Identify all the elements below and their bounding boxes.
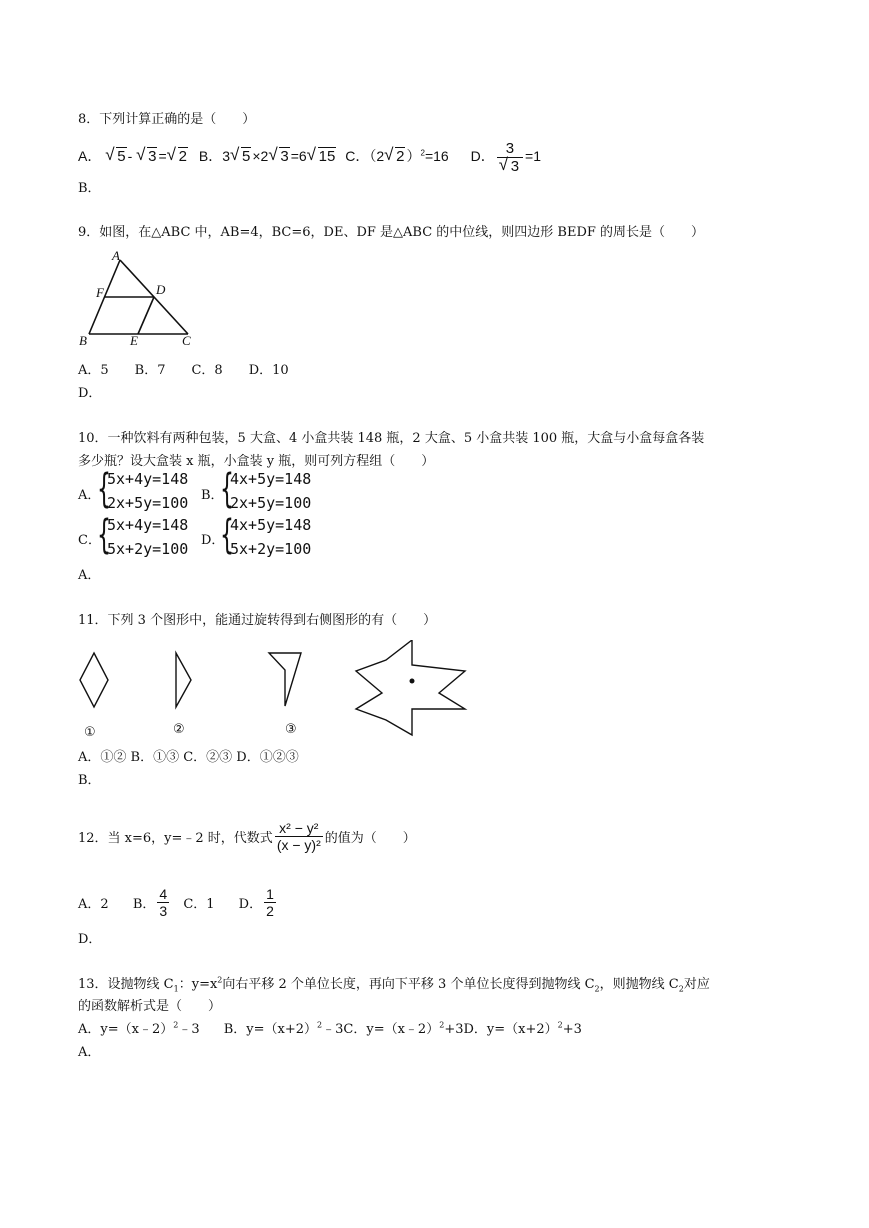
q13-line1-c: 向右平移 2 个单位长度，再向下平移 3 个单位长度得到抛物线 C bbox=[222, 977, 595, 992]
q11-answer: B． bbox=[78, 773, 101, 788]
q12-option-c: C．1 bbox=[183, 897, 215, 912]
q11-figures bbox=[70, 640, 480, 745]
brace-icon: { bbox=[97, 512, 111, 558]
q12-option-d-label: D． bbox=[238, 897, 263, 912]
q8-b-rad3: 15 bbox=[318, 148, 336, 166]
triangle-figure bbox=[76, 248, 196, 348]
label-d: D bbox=[156, 282, 166, 297]
label-e: E bbox=[130, 333, 138, 348]
q8-a-rad3: 2 bbox=[178, 148, 188, 166]
q8-stem: 8．下列计算正确的是（ ） bbox=[78, 112, 256, 127]
rhombus-shape bbox=[80, 653, 108, 707]
q8-answer: B． bbox=[78, 181, 101, 196]
sqrt-symbol bbox=[167, 148, 188, 165]
q13-line1-b: ：y=x bbox=[178, 977, 218, 992]
q8-c-rad: 2 bbox=[396, 148, 405, 166]
q10-option-b-label: B． bbox=[201, 488, 224, 503]
q8-options: A． √ 5 - √ 3 =√ 2 B．3√ 5 ×2√ 3 =6√ 15 C．（2√ 2 ）$^2$=16 D． 3 √ 3 =1 bbox=[78, 140, 541, 175]
q10-a-eq1: 5x+4y=148 bbox=[107, 470, 189, 488]
q12-option-b-label: B． bbox=[132, 897, 156, 912]
q12-den: (x − y)² bbox=[276, 837, 321, 853]
sqrt-symbol bbox=[268, 148, 289, 165]
label-a: A bbox=[112, 248, 120, 263]
q12-b-fraction bbox=[157, 886, 169, 919]
q12-stem bbox=[78, 820, 416, 853]
q13-sup1: 2 bbox=[217, 975, 223, 985]
q13-option-b: B．y=（x+2） bbox=[223, 1022, 318, 1037]
q8-a-rad2: 3 bbox=[148, 148, 157, 166]
q10-d-eq2: 5x+2y=100 bbox=[230, 540, 312, 558]
q10-b-eq2: 2x+5y=100 bbox=[230, 494, 312, 512]
q8-option-c-label: C．（2 bbox=[345, 148, 385, 165]
q13-option-b-tail: ﹣3 bbox=[322, 1022, 344, 1037]
q8-option-a-label: A． bbox=[78, 148, 102, 165]
q9-options: A．5 B．7 C．8 D．10 bbox=[78, 363, 289, 378]
sqrt-symbol bbox=[105, 148, 126, 165]
six-point-star-shape bbox=[356, 640, 465, 735]
fig-label-3: ③ bbox=[285, 722, 297, 737]
q13-sub3: 2 bbox=[678, 984, 684, 994]
q12-b-den: 3 bbox=[159, 903, 168, 919]
q13-sub1: 1 bbox=[173, 984, 179, 994]
sqrt-symbol bbox=[384, 148, 405, 165]
q8-d-fraction bbox=[497, 140, 523, 175]
q10-b-eq1: 4x+5y=148 bbox=[230, 470, 312, 488]
fig-label-2: ② bbox=[173, 722, 185, 737]
q8-d-den-rad: 3 bbox=[510, 158, 520, 175]
q12-stem-pre: 12．当 x=6，y=﹣2 时，代数式 bbox=[78, 831, 273, 846]
brace-icon: { bbox=[97, 466, 111, 512]
q12-option-a: A．2 bbox=[78, 897, 109, 912]
q10-stem-line2: 多少瓶？设大盒装 x 瓶，小盒装 y 瓶，则可列方程组（ ） bbox=[78, 454, 435, 469]
q12-d-den: 2 bbox=[266, 903, 274, 919]
q8-a-rad1: 5 bbox=[117, 148, 126, 166]
sqrt-symbol bbox=[230, 148, 251, 165]
q13-option-c: C．y=（x﹣2） bbox=[343, 1022, 440, 1037]
q10-answer: A． bbox=[78, 568, 101, 583]
q10-c-eq1: 5x+4y=148 bbox=[107, 516, 189, 534]
q12-b-num: 4 bbox=[159, 886, 168, 902]
q8-option-b-label: B．3 bbox=[198, 148, 231, 165]
q9-answer: D． bbox=[78, 386, 102, 401]
q13-d-sq: 2 bbox=[557, 1020, 563, 1030]
q10-c-eq2: 5x+2y=100 bbox=[107, 540, 189, 558]
label-b: B bbox=[79, 333, 87, 348]
q9-stem: 9．如图，在△ABC 中，AB=4，BC=6，DE、DF 是△ABC 的中位线，则四边形 BEDF 的周长是（ ） bbox=[78, 225, 705, 240]
q13-line1-e: 对应 bbox=[683, 977, 710, 992]
brace-icon: { bbox=[220, 512, 234, 558]
q11-options: A．①② B．①③ C．②③ D．①②③ bbox=[78, 750, 299, 765]
q12-stem-post: 的值为（ ） bbox=[324, 831, 416, 846]
q13-option-a-tail: ﹣3 bbox=[178, 1022, 200, 1037]
sqrt-symbol bbox=[499, 158, 520, 175]
q10-d-eq1: 4x+5y=148 bbox=[230, 516, 312, 534]
q13-line1-d: ，则抛物线 C bbox=[599, 977, 679, 992]
q10-stem-line1: 10．一种饮料有两种包装，5 大盒、4 小盒共装 148 瓶，2 大盒、5 小盒共装 100 瓶，大盒与小盒每盒各装 bbox=[78, 431, 705, 446]
q13-line1-a: 13．设抛物线 C bbox=[78, 977, 174, 992]
q12-d-num: 1 bbox=[266, 886, 274, 902]
q13-b-sq: 2 bbox=[317, 1020, 323, 1030]
q10-option-a-label: A． bbox=[78, 488, 101, 503]
q13-sub2: 2 bbox=[594, 984, 600, 994]
q11-stem: 11．下列 3 个图形中，能通过旋转得到右侧图形的有（ ） bbox=[78, 613, 437, 628]
q8-c-tail: ） bbox=[406, 148, 421, 165]
q12-num: x² − y² bbox=[275, 820, 323, 837]
q10-a-eq2: 2x+5y=100 bbox=[107, 494, 189, 512]
label-c: C bbox=[182, 333, 191, 348]
q10-option-d-label: D． bbox=[201, 533, 225, 548]
q8-c-exp: 2 bbox=[420, 148, 425, 158]
sqrt-symbol bbox=[136, 148, 157, 165]
q8-option-d-label: D． bbox=[470, 148, 495, 165]
q8-b-times: ×2 bbox=[252, 148, 269, 165]
arrowhead-shape bbox=[269, 653, 301, 706]
q12-answer: D． bbox=[78, 932, 102, 947]
q13-option-d-tail: +3 bbox=[562, 1022, 582, 1037]
q13-c-sq: 2 bbox=[439, 1020, 445, 1030]
q13-option-a: A．y=（x﹣2） bbox=[78, 1022, 174, 1037]
q13-option-d: D．y=（x+2） bbox=[463, 1022, 558, 1037]
q13-options bbox=[78, 1018, 582, 1037]
brace-icon: { bbox=[220, 466, 234, 512]
q8-d-num: 3 bbox=[497, 140, 523, 158]
kite-shape bbox=[176, 653, 191, 707]
label-f: F bbox=[96, 285, 104, 300]
q13-stem-line2: 的函数解析式是（ ） bbox=[78, 999, 222, 1014]
q10-option-c-label: C． bbox=[78, 533, 101, 548]
star-center-dot bbox=[410, 679, 415, 684]
q8-b-rad2: 3 bbox=[280, 148, 289, 166]
q8-d-val: =1 bbox=[525, 148, 542, 165]
q13-stem-line1 bbox=[78, 973, 710, 994]
fig-label-1: ① bbox=[84, 725, 96, 740]
segment-de bbox=[138, 297, 154, 334]
q12-options bbox=[78, 886, 278, 919]
q8-b-rad1: 5 bbox=[242, 148, 251, 166]
q8-b-eq: =6 bbox=[290, 148, 307, 165]
sqrt-symbol bbox=[307, 148, 337, 165]
q12-fraction bbox=[275, 820, 323, 853]
q12-d-fraction bbox=[264, 886, 276, 919]
q13-a-sq: 2 bbox=[173, 1020, 179, 1030]
q8-c-val: =16 bbox=[424, 148, 449, 165]
q13-answer: A． bbox=[78, 1045, 101, 1060]
q13-option-c-tail: +3 bbox=[444, 1022, 464, 1037]
